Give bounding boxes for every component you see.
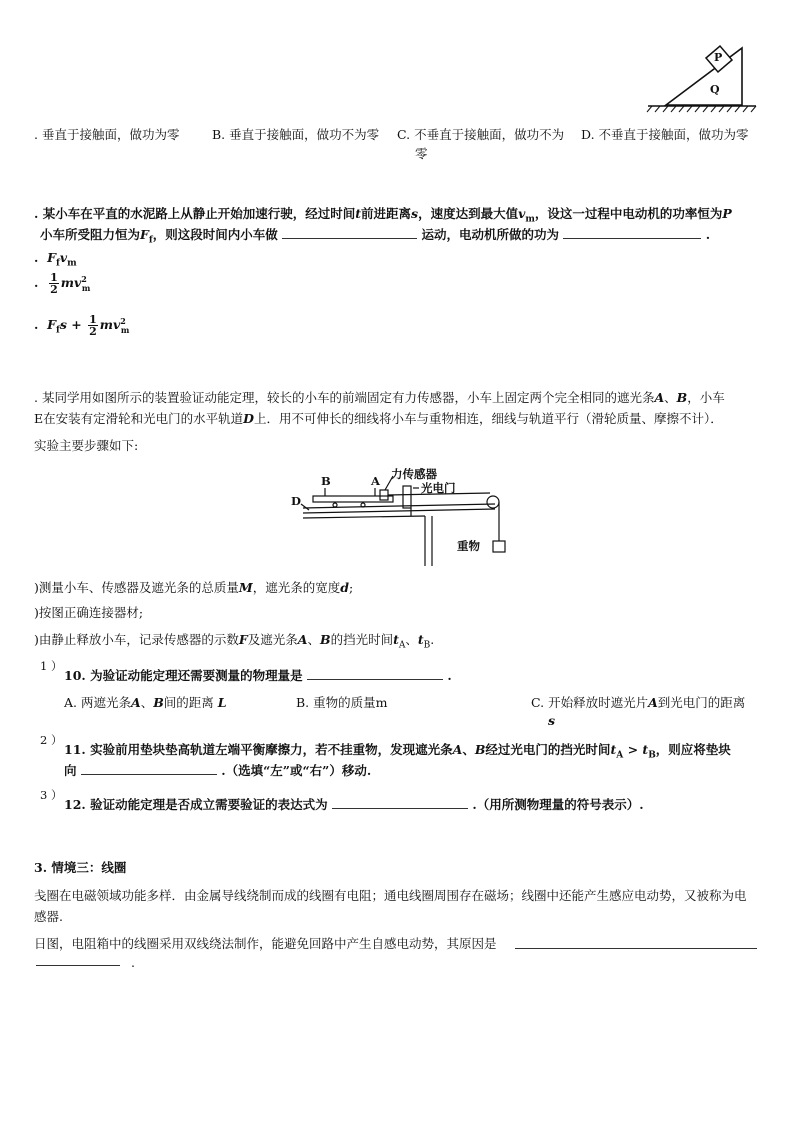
option-a[interactable] <box>34 125 179 143</box>
option-letter: . <box>34 127 38 142</box>
question-b-line1: . 某小车在平直的水泥路上从静止开始加速行驶，经过时间t前进距离s，速度达到最大值$v_m$，设这一过程中电动机的功率恒为P <box>34 206 732 225</box>
sub-question-10-stem: 10. 为验证动能定理还需要测量的物理量是 . <box>64 668 452 683</box>
section-3-line4-end: . <box>131 955 135 970</box>
answer-option-1[interactable]: . $F_fv_m$ <box>34 250 77 269</box>
motion-answer-blank[interactable] <box>282 228 417 239</box>
q10-option-c[interactable]: C. 开始释放时遮光片A到光电门的距离 <box>531 695 746 710</box>
option-text: 垂直于接触面，做功为零 <box>41 127 180 142</box>
work-answer-blank[interactable] <box>563 228 701 239</box>
sub-question-11-stem: 11. 实验前用垫块垫高轨道左端平衡摩擦力，若不挂重物，发现遮光条A、B经过光电门的挡光时间$t_A > t_B$，则应将垫块 <box>64 742 731 761</box>
weight-label: 重物 <box>457 539 480 553</box>
section-3-heading: 3. 情境三：线圈 <box>34 860 127 875</box>
option-letter: C. <box>397 127 411 142</box>
step-2: )按图正确连接器材; <box>34 605 144 620</box>
block-p-label: P <box>714 51 723 64</box>
section-3-line2: 感器. <box>34 909 63 924</box>
option-b[interactable] <box>212 125 379 143</box>
mark-b-label: B <box>321 474 331 488</box>
wedge-q-label: Q <box>710 83 720 96</box>
option-letter: D. <box>581 127 595 142</box>
answer-option-3[interactable]: . $F_fs$ + $\frac{1}{2}$ $mv^2_m$ <box>34 313 130 338</box>
q10-option-c-s: s <box>548 713 556 728</box>
coil-reason-blank-cont[interactable] <box>36 955 120 966</box>
sub-marker: 1 ） <box>40 659 63 673</box>
photogate-label: 光电门 <box>421 481 456 495</box>
incline-figure <box>644 38 760 114</box>
step-3: )由静止释放小车，记录传感器的示数F及遮光条A、B的挡光时间$t_A$、$t_B$. <box>34 632 435 651</box>
option-c-continuation: 零 <box>415 146 428 161</box>
option-letter: B. <box>212 127 226 142</box>
question-c-intro-line2: E在安装有定滑轮和光电门的水平轨道D上．用不可伸长的细线将小车与重物相连，细线与轨道平行（滑轮质量、摩擦不计）． <box>34 411 723 426</box>
question-c-intro-line3: 实验主要步骤如下: <box>34 438 139 453</box>
sub-question-12-stem: 12. 验证动能定理是否成立需要验证的表达式为 .（用所测物理量的符号表示）. <box>64 797 644 812</box>
option-d[interactable] <box>581 125 749 143</box>
sub-question-11-line2: 向 .（选填“左”或“右”）移动. <box>64 763 372 778</box>
force-sensor-label: 力传感器 <box>391 467 437 481</box>
option-text: 不垂直于接触面，做功为零 <box>598 127 749 142</box>
option-text: 垂直于接触面，做功不为零 <box>229 127 380 142</box>
option-text: 不垂直于接触面，做功不为 <box>414 127 565 142</box>
coil-reason-blank[interactable] <box>515 938 757 949</box>
q10-answer-blank[interactable] <box>307 669 443 680</box>
step-1: )测量小车、传感器及遮光条的总质量M，遮光条的宽度d; <box>34 580 354 595</box>
q11-answer-blank[interactable] <box>81 764 217 775</box>
track-d-label: D <box>291 494 301 508</box>
q12-answer-blank[interactable] <box>332 798 468 809</box>
option-c[interactable] <box>397 125 564 143</box>
section-3-line1: 戋圈在电磁领域功能多样．由金属导线绕制而成的线圈有电阻；通电线圈周围存在磁场；线圈中还能产生感应电动势，又被称为电 <box>34 888 747 903</box>
q10-option-b[interactable]: B. 重物的质量m <box>296 695 388 710</box>
question-b-line2: 小车所受阻力恒为$F_f$，则这段时间内小车做 运动，电动机所做的功为 . <box>40 227 711 246</box>
sub-marker: 2 ） <box>40 733 63 747</box>
answer-option-2[interactable]: . $\frac{1}{2}$ $mv^2_m$ <box>34 271 91 296</box>
section-3-line3: 日图，电阻箱中的线圈采用双线绕法制作，能避免回路中产生自感电动势，其原因是 <box>34 936 497 951</box>
question-c-intro-line1: . 某同学用如图所示的装置验证动能定理，较长的小车的前端固定有力传感器，小车上固定两个完全相同的遮光条A、B，小车 <box>34 390 725 405</box>
q10-option-a[interactable]: A. 两遮光条A、B间的距离 L <box>64 695 227 710</box>
mark-a-label: A <box>371 474 380 488</box>
sub-marker: 3 ） <box>40 788 63 802</box>
apparatus-figure <box>285 466 515 566</box>
